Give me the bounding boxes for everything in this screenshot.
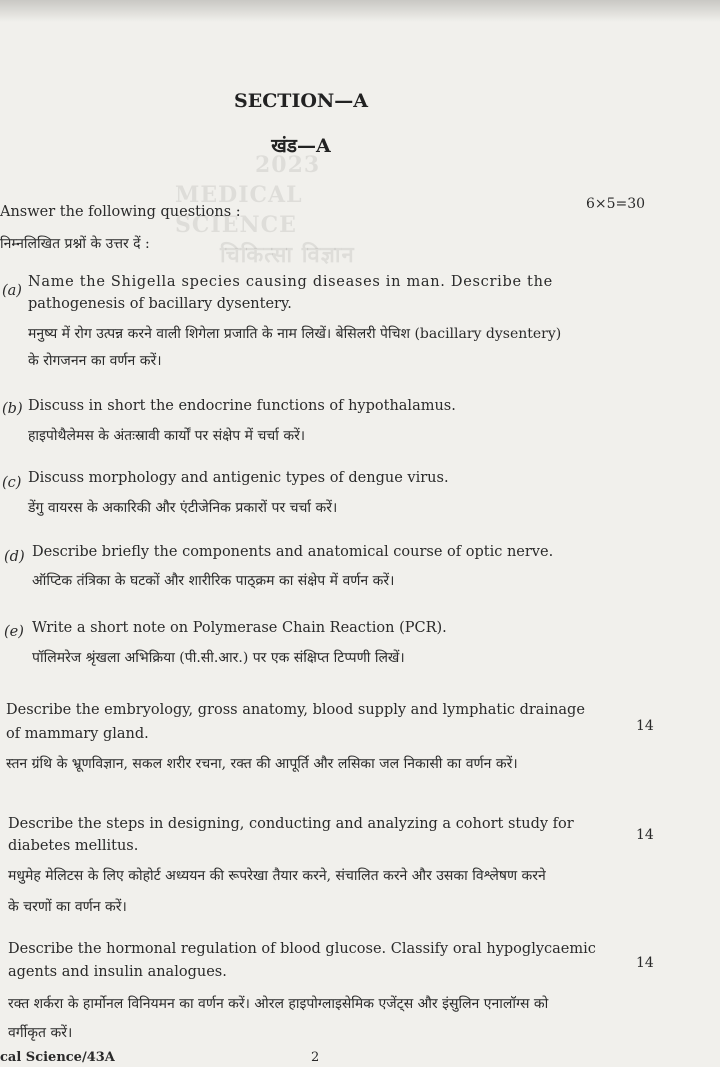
part-a-hindi-line2: के रोगजनन का वर्णन करें। (28, 353, 162, 369)
part-a-text-line2: pathogenesis of bacillary dysentery. (28, 296, 292, 312)
part-b-hindi: हाइपोथैलेमस के अंतःस्रावी कार्यों पर संक्षेप में चर्चा करें। (28, 428, 306, 444)
part-b-text: Discuss in short the endocrine functions of hypothalamus. (28, 398, 456, 414)
part-a-hindi-line1: मनुष्य में रोग उत्पन्न करने वाली शिगेला प्रजाति के नाम लिखें। बेसिलरी पेचिश (bacillary dysentery) (28, 326, 562, 342)
paper-code: cal Science/43A (0, 1050, 115, 1065)
page-number: 2 (311, 1050, 320, 1065)
q1-instruction: Answer the following questions : (0, 204, 241, 220)
q4-text-line1: Describe the hormonal regulation of blood glucose. Classify oral hypoglycaemic (8, 941, 596, 957)
q3-text-line2: diabetes mellitus. (8, 838, 139, 854)
q4-hindi-line1: रक्त शर्करा के हार्मोनल विनियमन का वर्णन करें। ओरल हाइपोग्लाइसेमिक एजेंट्स और इंसुलिन एनालॉग्स को (8, 996, 549, 1012)
q1-marks: 6×5=30 (586, 196, 646, 212)
part-c-text: Discuss morphology and antigenic types of dengue virus. (28, 470, 449, 486)
show-through-text: 2023 MEDICAL SCIENCE चिकित्सा विज्ञान (175, 152, 355, 268)
page-top-shadow (0, 0, 720, 22)
q1-instruction-hindi: निम्नलिखित प्रश्नों के उत्तर दें : (0, 236, 150, 252)
section-title-hindi: खंड—A (271, 135, 331, 157)
section-title: SECTION—A (233, 90, 368, 112)
part-d-text: Describe briefly the components and anatomical course of optic nerve. (32, 544, 554, 560)
part-e-label: (e) (4, 624, 24, 640)
q2-marks: 14 (636, 718, 654, 734)
part-d-hindi: ऑप्टिक तंत्रिका के घटकों और शारीरिक पाठ्क्रम का संक्षेप में वर्णन करें। (32, 573, 395, 589)
q2-hindi: स्तन ग्रंथि के भ्रूणविज्ञान, सकल शरीर रचना, रक्त की आपूर्ति और लसिका जल निकासी का वर्णन करें। (6, 756, 518, 772)
q2-text-line1: Describe the embryology, gross anatomy, blood supply and lymphatic drainage (6, 702, 585, 718)
q3-hindi-line1: मधुमेह मेलिटस के लिए कोहोर्ट अध्ययन की रूपरेखा तैयार करने, संचालित करने और उसका विश्लेषण करने (8, 868, 546, 884)
part-a-text-line1: Name the Shigella species causing diseases in man. Describe the (28, 274, 553, 290)
part-e-text: Write a short note on Polymerase Chain Reaction (PCR). (32, 620, 447, 636)
part-d-label: (d) (4, 549, 25, 565)
q4-hindi-line2: वर्गीकृत करें। (8, 1025, 73, 1041)
q4-text-line2: agents and insulin analogues. (8, 964, 227, 980)
part-a-label: (a) (2, 283, 22, 299)
q2-text-line2: of mammary gland. (6, 726, 149, 742)
part-b-label: (b) (2, 401, 23, 417)
q4-marks: 14 (636, 955, 654, 971)
q3-hindi-line2: के चरणों का वर्णन करें। (8, 899, 127, 915)
q3-marks: 14 (636, 827, 654, 843)
part-c-label: (c) (2, 475, 22, 491)
q3-text-line1: Describe the steps in designing, conducting and analyzing a cohort study for (8, 816, 574, 832)
part-c-hindi: डेंगु वायरस के अकारिकी और एंटीजेनिक प्रकारों पर चर्चा करें। (28, 500, 338, 516)
part-e-hindi: पॉलिमरेज श्रृंखला अभिक्रिया (पी.सी.आर.) पर एक संक्षिप्त टिप्पणी लिखें। (32, 650, 405, 666)
